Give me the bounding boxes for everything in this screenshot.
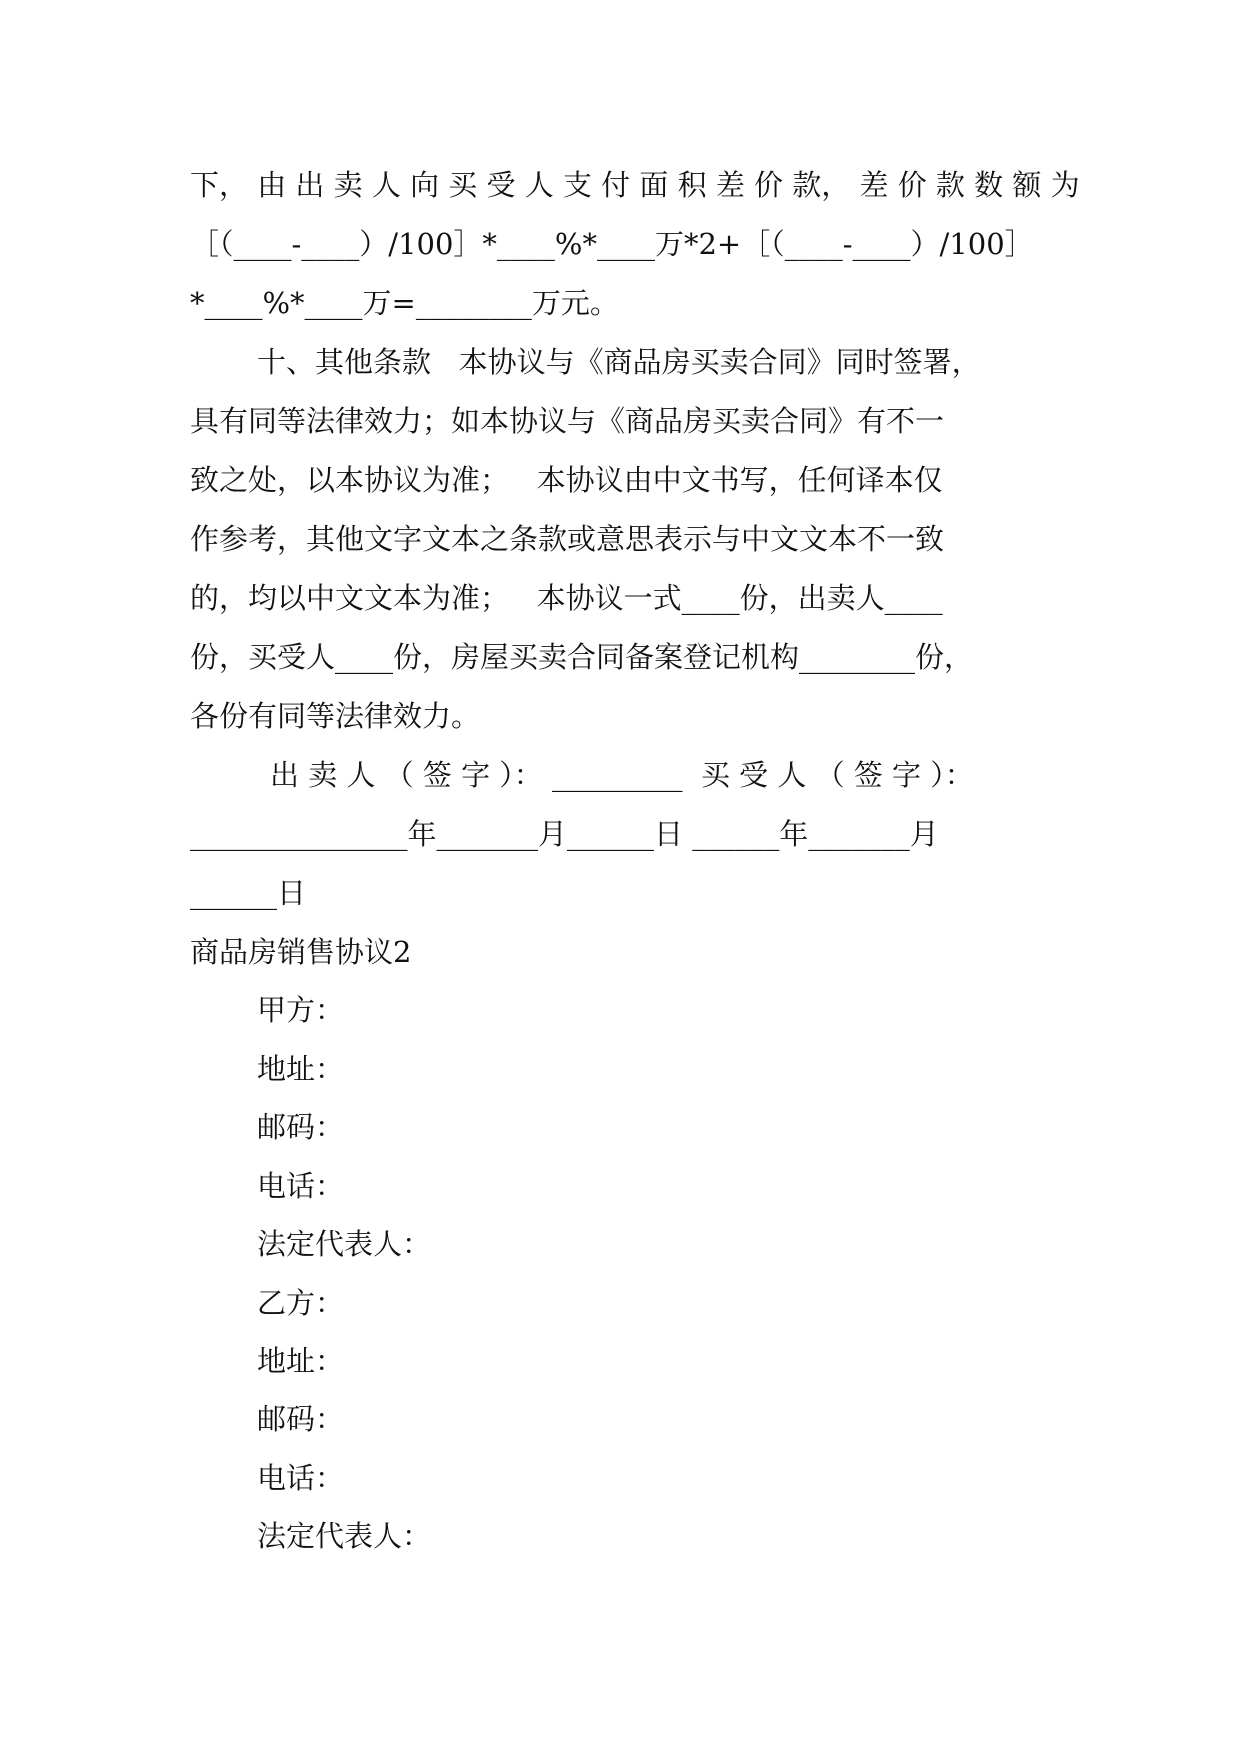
party-b-address-label: 地址： xyxy=(257,1344,345,1378)
party-a-label: 甲方： xyxy=(257,993,345,1027)
party-a-representative-label: 法定代表人： xyxy=(257,1227,432,1261)
text-line-1: 下， 由 出 卖 人 向 买 受 人 支 付 面 积 差 价 款， 差 价 款 数 额 为 xyxy=(190,168,1080,202)
text-line-5: 具有同等法律效力；如本协议与《商品房买卖合同》有不一 xyxy=(190,404,945,438)
text-line-7: 作参考，其他文字文本之条款或意思表示与中文文本不一致 xyxy=(190,522,945,556)
party-b-representative-label: 法定代表人： xyxy=(257,1519,432,1553)
clause-ten-heading: 十、其他条款 本协议与《商品房买卖合同》同时签署， xyxy=(257,345,981,379)
text-line-10: 各份有同等法律效力。 xyxy=(190,699,481,733)
party-a-address-label: 地址： xyxy=(257,1052,345,1086)
date-line: _______________年_______月______日 ______年_______月 xyxy=(190,817,939,851)
party-a-postcode-label: 邮码： xyxy=(257,1110,345,1144)
text-line-2: ［（____-____）/100］*____%*____万*2+［（____-____）/100］ xyxy=(190,227,1034,261)
text-line-8: 的，均以中文文本为准； 本协议一式____份，出卖人____ xyxy=(190,581,943,615)
section-title: 商品房销售协议2 xyxy=(190,935,412,969)
text-line-6: 致之处，以本协议为准； 本协议由中文书写，任何译本仅 xyxy=(190,463,943,497)
party-b-label: 乙方： xyxy=(257,1286,345,1320)
party-a-phone-label: 电话： xyxy=(257,1169,345,1203)
text-line-3: *____%*____万=________万元。 xyxy=(190,286,619,320)
date-line-end: ______日 xyxy=(190,876,307,910)
signature-line: 出 卖 人 （ 签 字 ）： _________ 买 受 人 （ 签 字 ）： xyxy=(270,758,974,792)
text-line-9: 份，买受人____份，房屋买卖合同备案登记机构________份， xyxy=(190,640,974,674)
party-b-postcode-label: 邮码： xyxy=(257,1402,345,1436)
party-b-phone-label: 电话： xyxy=(257,1461,345,1495)
